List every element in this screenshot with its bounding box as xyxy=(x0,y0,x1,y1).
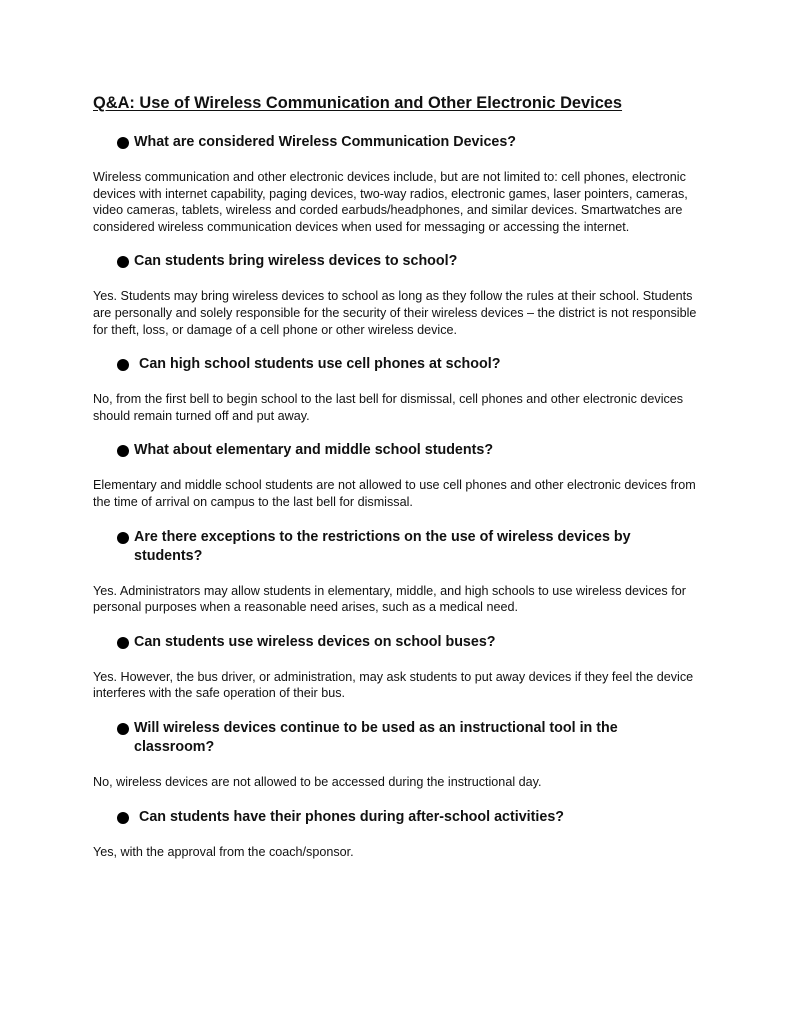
question-item xyxy=(117,719,701,757)
answer-text: Wireless communication and other electronic devices include, but are not limited to: cell phones, electronic devices with internet capability, paging devices, two-way radios, electronic games, laser pointers, cameras, video cameras, tablets, wireless and corded earbuds/headphones, and similar devices. Smartwatches are considered wireless communication devices when used for messaging or accessing the internet. xyxy=(93,170,688,234)
question-text: Are there exceptions to the restrictions on the use of wireless devices by students? xyxy=(134,528,631,564)
question-item xyxy=(117,808,701,827)
answer-text: Yes. However, the bus driver, or administration, may ask students to put away devices if they feel the device interferes with the safe operation of their bus. xyxy=(93,669,694,701)
question-item xyxy=(117,633,701,652)
question-item xyxy=(117,441,701,460)
bullet-icon xyxy=(117,445,129,457)
bullet-icon xyxy=(117,812,129,824)
question-text: Will wireless devices continue to be used as an instructional tool in the classroom? xyxy=(134,719,618,755)
bullet-icon xyxy=(117,359,129,371)
answer-text: No, from the first bell to begin school to the last bell for dismissal, cell phones and other electronic devices should remain turned off and put away. xyxy=(93,392,684,423)
bullet-icon xyxy=(117,256,129,268)
question-item xyxy=(117,252,701,271)
question-item xyxy=(117,528,701,566)
question-item xyxy=(117,355,701,374)
question-text: What are considered Wireless Communication Devices? xyxy=(134,134,517,150)
bullet-icon xyxy=(117,532,129,544)
qa-list xyxy=(93,133,701,860)
bullet-icon xyxy=(117,637,129,649)
bullet-icon xyxy=(117,137,129,149)
answer-text: Yes. Students may bring wireless devices to school as long as they follow the rules at their school. Students are personally and solely responsible for the security of their wireless devices – the district is not responsible for theft, loss, or damage of a cell phone or other wireless device. xyxy=(93,289,697,337)
question-text: Can high school students use cell phones at school? xyxy=(139,356,501,373)
question-text: Can students have their phones during after-school activities? xyxy=(139,808,565,825)
question-text: Can students use wireless devices on school buses? xyxy=(134,633,496,650)
answer-text: No, wireless devices are not allowed to be accessed during the instructional day. xyxy=(93,774,542,789)
answer-text: Yes. Administrators may allow students in elementary, middle, and high schools to use wireless devices for personal purposes when a reasonable need arises, such as a medical need. xyxy=(93,583,686,615)
question-text: Can students bring wireless devices to school? xyxy=(134,253,458,270)
answer-text: Yes, with the approval from the coach/sponsor. xyxy=(93,844,354,859)
answer-text: Elementary and middle school students are not allowed to use cell phones and other electronic devices from the time of arrival on campus to the last bell for dismissal. xyxy=(93,478,696,509)
question-text: What about elementary and middle school students? xyxy=(134,442,494,459)
document-title: Q&A: Use of Wireless Communication and Other Electronic Devices xyxy=(93,94,623,112)
question-item xyxy=(117,133,701,152)
bullet-icon xyxy=(117,723,129,735)
